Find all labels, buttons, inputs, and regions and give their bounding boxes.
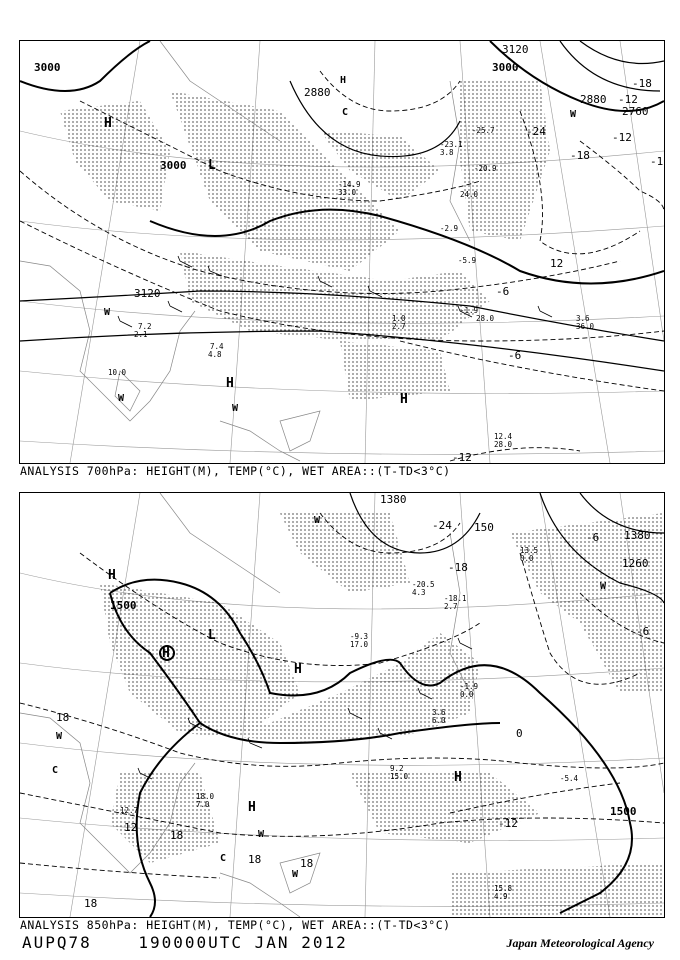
station-value: 15.8 [494, 884, 513, 893]
temp-label: 12 [550, 257, 564, 270]
temp-label: -6 [586, 531, 600, 544]
height-label: 2760 [622, 105, 649, 118]
high-pressure-center: H [340, 75, 347, 86]
warm-center: W [232, 403, 239, 414]
temp-label: -12 [498, 817, 518, 830]
station-value: 3.6 [432, 708, 446, 717]
station-value: -18.1 [444, 594, 467, 603]
warm-center: W [292, 869, 299, 880]
cold-center: C [220, 853, 227, 864]
panel-caption-700hpa: ANALYSIS 700hPa: HEIGHT(M), TEMP(°C), WET AREA::(T-TD<3°C) [20, 464, 451, 478]
cold-center: C [342, 107, 349, 118]
temp-label: 18 [300, 857, 314, 870]
temp-label: -24 [526, 125, 546, 138]
warm-center: W [258, 829, 265, 840]
station-value: 3.8 [440, 148, 454, 157]
temp-label: 12 [124, 821, 138, 834]
map-panel-850hpa [19, 492, 665, 918]
warm-center: W [104, 307, 111, 318]
height-label: 2880 [304, 86, 331, 99]
station-value: -1.9 [460, 682, 479, 691]
station-value: 7.0 [196, 800, 210, 809]
high-pressure-center: H [162, 646, 170, 661]
station-value: -2.9 [440, 224, 459, 233]
station-value: 7.4 [210, 342, 224, 351]
station-value: -5.9 [458, 256, 477, 265]
station-value: 28.0 [494, 440, 513, 449]
temp-label: -1 [650, 155, 664, 168]
temp-label: -6 [496, 285, 510, 298]
station-value: 17.0 [350, 640, 369, 649]
station-value: 36.0 [576, 322, 595, 331]
temp-label: -12 [612, 131, 632, 144]
product-code: AUPQ78 [22, 933, 92, 952]
temp-label: 18 [56, 711, 70, 724]
station-value: 4.9 [494, 892, 508, 901]
temp-label: -24 [432, 519, 452, 532]
panel-caption-850hpa: ANALYSIS 850hPa: HEIGHT(M), TEMP(°C), WET AREA::(T-TD<3°C) [20, 918, 451, 932]
station-value: 0.0 [520, 554, 534, 563]
station-value: 18.0 [196, 792, 215, 801]
station-value: -14.9 [338, 180, 361, 189]
temp-label: -18 [448, 561, 468, 574]
station-value: 9.2 [390, 764, 404, 773]
height-label: 1380 [624, 529, 651, 542]
station-value: 7.2 [138, 322, 152, 331]
station-value: -20.5 [412, 580, 435, 589]
temp-label: 18 [248, 853, 262, 866]
warm-center: W [118, 393, 125, 404]
agency-credit: Japan Meteorological Agency [506, 936, 654, 950]
station-value: 6.0 [432, 716, 446, 725]
high-pressure-center: H [294, 662, 302, 677]
station-value: -20.9 [474, 164, 497, 173]
temp-label: -6 [508, 349, 522, 362]
station-value: -9.3 [350, 632, 369, 641]
height-label: 3120 [502, 43, 529, 56]
high-pressure-center: H [226, 376, 234, 391]
station-value: 4.8 [208, 350, 222, 359]
warm-center: W [56, 731, 63, 742]
low-pressure-center: L [208, 158, 216, 173]
station-value: 0.0 [460, 690, 474, 699]
station-value: 15.0 [390, 772, 409, 781]
high-pressure-center: H [248, 800, 256, 815]
station-value: 28.0 [476, 314, 495, 323]
height-label: 1500 [110, 599, 137, 612]
valid-time: 190000UTC JAN 2012 [138, 933, 348, 952]
station-value: 2.7 [444, 602, 458, 611]
station-value: 12.4 [494, 432, 513, 441]
temp-label: -18 [632, 77, 652, 90]
station-value: 12.7 [120, 806, 139, 815]
warm-center: W [600, 581, 607, 592]
map-panel-700hpa [19, 40, 665, 464]
height-label: 3000 [492, 61, 519, 74]
station-value: -23.1 [440, 140, 463, 149]
map-850hpa-svg [20, 493, 664, 917]
high-pressure-center: H [108, 568, 116, 583]
high-pressure-center: H [104, 116, 112, 131]
temp-label: -12 [452, 451, 472, 463]
warm-center: W [314, 515, 321, 526]
temp-label: 18 [170, 829, 184, 842]
height-label: 3120 [134, 287, 161, 300]
station-value: 3.6 [576, 314, 590, 323]
height-label: 150 [474, 521, 494, 534]
temp-label: -18 [570, 149, 590, 162]
high-pressure-center: H [400, 392, 408, 407]
height-label: 1380 [380, 493, 407, 506]
station-value: 33.0 [338, 188, 357, 197]
station-value: 10.0 [108, 368, 127, 377]
station-value: 2.7 [392, 322, 406, 331]
height-label: 3000 [160, 159, 187, 172]
temp-label: 0 [516, 727, 523, 740]
station-value: -1.9 [460, 306, 479, 315]
map-700hpa-svg [20, 41, 664, 463]
station-value: 1.0 [392, 314, 406, 323]
station-value: 4.3 [412, 588, 426, 597]
cold-center: C [52, 765, 59, 776]
station-value: -5.4 [560, 774, 579, 783]
temp-label: 18 [84, 897, 98, 910]
temp-label: -12 [618, 93, 638, 106]
station-value: 2.1 [134, 330, 148, 339]
wet-area-dots [100, 513, 664, 917]
high-pressure-center: H [454, 770, 462, 785]
height-label: 1500 [610, 805, 637, 818]
height-label: 1260 [622, 557, 649, 570]
low-pressure-center: L [208, 628, 216, 643]
warm-center: W [570, 109, 577, 120]
product-header [22, 933, 348, 952]
station-value: 24.0 [460, 190, 479, 199]
temp-label: -6 [636, 625, 650, 638]
station-value: -25.7 [472, 126, 495, 135]
station-value: 13.5 [520, 546, 539, 555]
height-label: 3000 [34, 61, 61, 74]
height-label: 2880 [580, 93, 607, 106]
